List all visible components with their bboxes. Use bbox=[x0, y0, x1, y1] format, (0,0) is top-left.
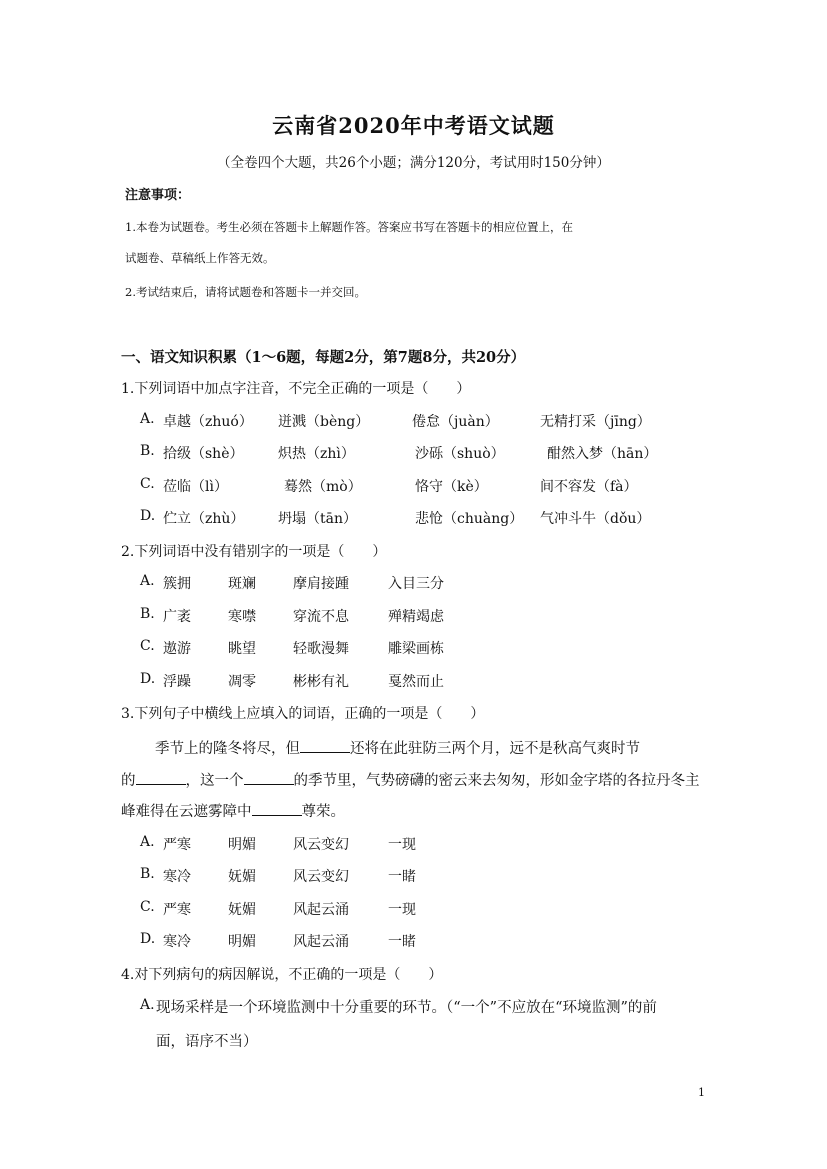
option-letter: A. bbox=[140, 573, 155, 589]
option-item: 凋零 bbox=[228, 674, 256, 690]
passage-text: 的季节里，气势磅礴的密云来去匆匆，形如金字塔的各拉丹冬主 bbox=[293, 773, 700, 789]
option-letter: A. bbox=[140, 997, 155, 1013]
option-item: 风起云涌 bbox=[293, 934, 349, 950]
option-letter: A. bbox=[140, 834, 155, 850]
option-item: 遨游 bbox=[163, 641, 191, 657]
option-item: 风云变幻 bbox=[293, 837, 349, 853]
passage-line bbox=[121, 800, 707, 821]
option-item: 无精打采（jīng） bbox=[540, 414, 651, 430]
section-heading: 一、语文知识积累（1～6题，每题2分，第7题8分，共20分） bbox=[121, 349, 526, 366]
option-item: 风起云涌 bbox=[293, 902, 349, 918]
option-letter: C. bbox=[140, 638, 155, 654]
option-text: 现场采样是一个环境监测中十分重要的环节。（“一个”不应放在“环境监测”的前 bbox=[156, 1000, 657, 1016]
option-item: 伫立（zhù） bbox=[163, 511, 245, 527]
option-item: 妩媚 bbox=[228, 869, 256, 885]
option-item: 戛然而止 bbox=[388, 674, 444, 690]
option-text: 面，语序不当） bbox=[156, 1034, 258, 1050]
option-item: 妩媚 bbox=[228, 902, 256, 918]
option-item: 寒噤 bbox=[228, 609, 256, 625]
option-letter: B. bbox=[140, 443, 155, 459]
option-item: 倦怠（juàn） bbox=[412, 414, 499, 430]
option-item: 一睹 bbox=[388, 869, 416, 885]
passage-line bbox=[121, 769, 707, 790]
question-4-stem: 4.对下列病句的病因解说，不正确的一项是（ ） bbox=[121, 967, 443, 983]
option-item: 寒冷 bbox=[163, 934, 191, 950]
option-item: 明媚 bbox=[228, 934, 256, 950]
passage-text: 还将在此驻防三两个月，远不是秋高气爽时节 bbox=[350, 741, 640, 757]
option-item: 彬彬有礼 bbox=[293, 674, 349, 690]
fill-blank bbox=[136, 770, 186, 785]
option-item: 轻歌漫舞 bbox=[293, 641, 349, 657]
option-item: 拾级（shè） bbox=[163, 446, 244, 462]
question-1-stem: 1.下列词语中加点字注音，不完全正确的一项是（ ） bbox=[121, 381, 471, 397]
fill-blank bbox=[300, 738, 350, 753]
option-item: 蓦然（mò） bbox=[284, 479, 362, 495]
passage-text: 峰难得在云遮雾障中 bbox=[121, 804, 252, 820]
option-item: 入目三分 bbox=[388, 576, 444, 592]
option-item: 簇拥 bbox=[163, 576, 191, 592]
option-item: 摩肩接踵 bbox=[293, 576, 349, 592]
passage-text: 季节上的隆冬将尽，但 bbox=[155, 741, 300, 757]
option-item: 酣然入梦（hān） bbox=[547, 446, 658, 462]
option-letter: D. bbox=[140, 931, 156, 947]
passage-text: ，这一个 bbox=[185, 773, 244, 789]
fill-blank bbox=[252, 801, 302, 816]
option-item: 斑斓 bbox=[228, 576, 256, 592]
option-letter: B. bbox=[140, 606, 155, 622]
passage-line bbox=[155, 737, 741, 758]
option-letter: C. bbox=[140, 899, 155, 915]
notice-line: 1.本卷为试题卷。考生必须在答题卡上解题作答。答案应书写在答题卡的相应位置上，在 bbox=[125, 220, 573, 234]
notice-line: 试题卷、草稿纸上作答无效。 bbox=[125, 251, 275, 265]
option-item: 雕梁画栋 bbox=[388, 641, 444, 657]
option-item: 风云变幻 bbox=[293, 869, 349, 885]
question-2-stem: 2.下列词语中没有错别字的一项是（ ） bbox=[121, 544, 387, 560]
page-number: 1 bbox=[698, 1086, 705, 1099]
option-item: 严寒 bbox=[163, 837, 191, 853]
exam-subtitle: （全卷四个大题，共26个小题；满分120分，考试用时150分钟） bbox=[217, 155, 610, 171]
option-item: 一现 bbox=[388, 837, 416, 853]
notice-heading: 注意事项： bbox=[125, 188, 191, 203]
option-letter: C. bbox=[140, 476, 155, 492]
option-letter: D. bbox=[140, 671, 156, 687]
option-item: 恪守（kè） bbox=[415, 479, 488, 495]
option-letter: D. bbox=[140, 508, 156, 524]
option-item: 一睹 bbox=[388, 934, 416, 950]
option-item: 沙砾（shuò） bbox=[415, 446, 505, 462]
option-item: 坍塌（tān） bbox=[278, 511, 357, 527]
notice-line: 2.考试结束后，请将试题卷和答题卡一并交回。 bbox=[125, 285, 366, 299]
option-letter: B. bbox=[140, 866, 155, 882]
page-title: 云南省2020年中考语文试题 bbox=[272, 113, 555, 138]
option-item: 眺望 bbox=[228, 641, 256, 657]
option-item: 寒冷 bbox=[163, 869, 191, 885]
question-3-stem: 3.下列句子中横线上应填入的词语，正确的一项是（ ） bbox=[121, 706, 485, 722]
option-item: 莅临（lì） bbox=[163, 479, 228, 495]
option-item: 严寒 bbox=[163, 902, 191, 918]
option-item: 广袤 bbox=[163, 609, 191, 625]
option-item: 殚精竭虑 bbox=[388, 609, 444, 625]
option-item: 明媚 bbox=[228, 837, 256, 853]
option-item: 气冲斗牛（dǒu） bbox=[540, 511, 651, 527]
option-letter: A. bbox=[140, 411, 155, 427]
option-item: 间不容发（fà） bbox=[540, 479, 638, 495]
option-item: 悲怆（chuàng） bbox=[415, 511, 524, 527]
option-item: 一现 bbox=[388, 902, 416, 918]
passage-text: 尊荣。 bbox=[301, 804, 345, 820]
option-item: 炽热（zhì） bbox=[278, 446, 355, 462]
option-item: 穿流不息 bbox=[293, 609, 349, 625]
option-item: 卓越（zhuó） bbox=[163, 414, 253, 430]
passage-text: 的 bbox=[121, 773, 136, 789]
option-item: 迸溅（bèng） bbox=[278, 414, 370, 430]
option-item: 浮躁 bbox=[163, 674, 191, 690]
fill-blank bbox=[244, 770, 294, 785]
